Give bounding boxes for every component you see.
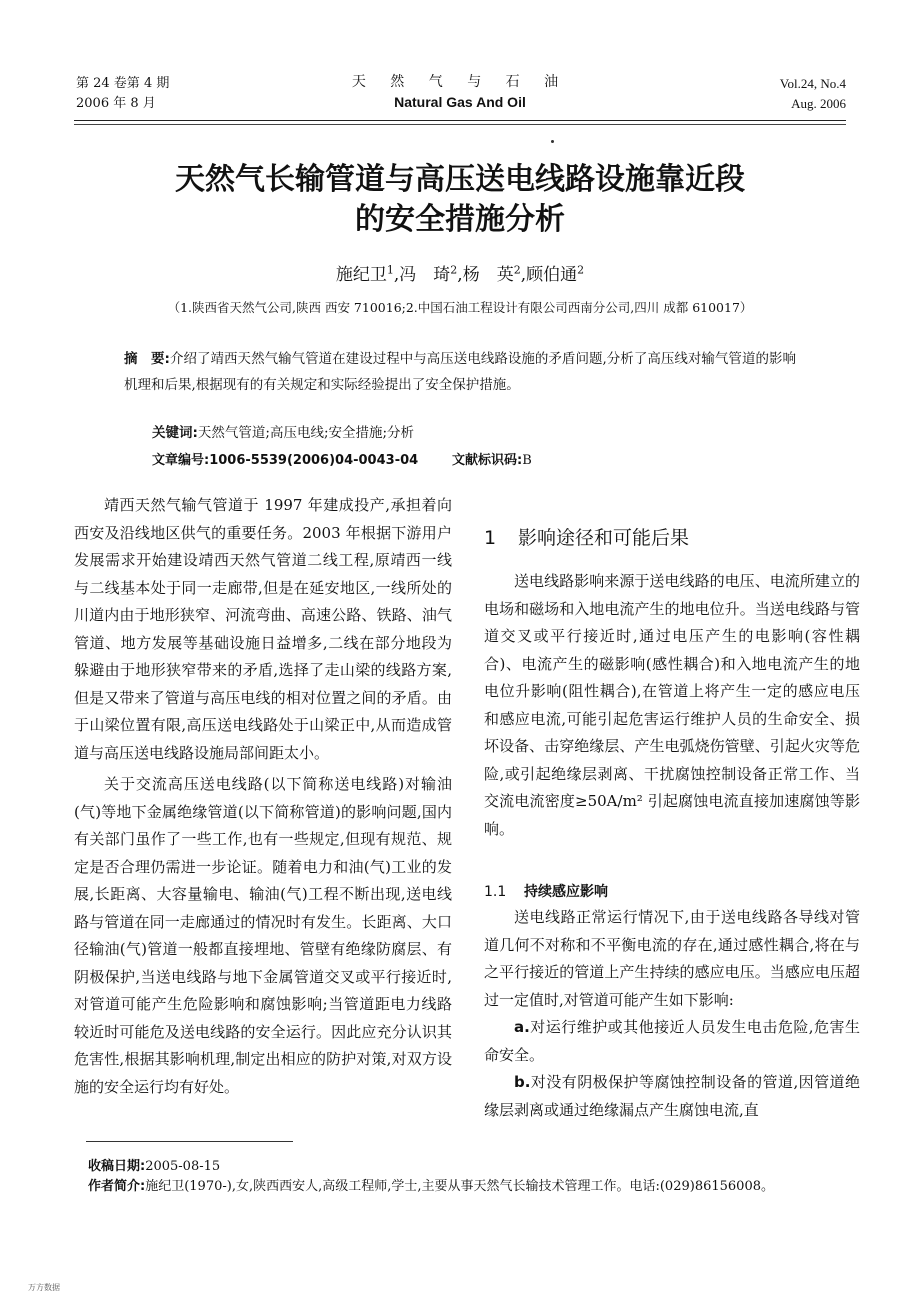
paragraph: 关于交流高压送电线路(以下简称送电线路)对输油(气)等地下金属绝缘管道(以下简称管道)的影响问题,国内有关部门虽作了一些工作,也有一些规定,但现有规范、规定是否合理仍需进一步论证。随着电力和油(气)工业的发展,长距离、大容量输电、输油(气)工程不断出现,送电线路与管道在同一走廊通过的情况时有发生。长距离、大口径输油(气)管道一般都直接埋地、管壁有绝缘防腐层、有阴极保护,当送电线路与地下金属管道交叉或平行接近时,对管道可能产生危险影响和腐蚀影响;当管道距电力线路较近时可能危及送电线路的安全运行。因此应充分认识其危害性,根据其影响机理,制定出相应的防护对策,对双方设施的安全运行均有好处。 xyxy=(74,775,452,1096)
article-number-value: 1006-5539(2006)04-0043-04 xyxy=(209,453,419,468)
author-bio-text: 施纪卫(1970-),女,陕西西安人,高级工程师,学士,主要从事天然气长输技术管理工作。电话:(029)86156008。 xyxy=(145,1179,774,1194)
subsection-number: 1.1 xyxy=(484,884,507,900)
left-column xyxy=(74,492,452,1101)
footnote-rule xyxy=(86,1141,293,1142)
section-number: 1 xyxy=(484,527,497,549)
author: 顾伯通$^2$ xyxy=(526,263,585,285)
scan-speck xyxy=(551,140,554,143)
document-code-value: B xyxy=(522,453,532,468)
abstract-label: 摘 要: xyxy=(124,351,170,367)
received-value: 2005-08-15 xyxy=(145,1159,221,1174)
section-heading xyxy=(484,524,689,552)
volume-en: Vol.24, No.4 xyxy=(779,76,846,91)
article-number-label: 文章编号: xyxy=(152,453,210,468)
document-code xyxy=(452,450,532,472)
abstract xyxy=(124,346,796,398)
author-bio-label: 作者简介: xyxy=(88,1179,146,1194)
paragraph: 送电线路正常运行情况下,由于送电线路各导线对管道几何不对称和不平衡电流的存在,通过感性耦合,将在与之平行接近的管道上产生持续的感应电压。当感应电压超过一定值时,对管道可能产生如下影响: xyxy=(484,908,860,1009)
issue-date: 2006 年 8 月 xyxy=(76,96,156,111)
keywords xyxy=(152,422,414,444)
author: 冯 琦$^2$, xyxy=(399,263,463,285)
keywords-text: 天然气管道;高压电线;安全措施;分析 xyxy=(197,425,415,441)
paragraph: 靖西天然气输气管道于 1997 年建成投产,承担着向西安及沿线地区供气的重要任务。2003 年根据下游用户发展需求开始建设靖西天然气管道二线工程,原靖西一线与二线基本处于同一走廊带,但是在延安地区,一线所处的川道内由于地形狭窄、河流弯曲、高速公路、铁路、油气管道、地方发展等基础设施日益增多,二线在部分地段为躲避由于地形狭窄带来的矛盾,选择了走山梁的线路方案,但是又带来了管道与高压电线的相对位置之间的矛盾。由于山梁位置有限,高压送电线路处于山梁正中,从而造成管道与高压送电线路设施局部间距太小。 xyxy=(74,496,452,762)
header-right xyxy=(780,74,846,114)
paper-title xyxy=(0,160,920,240)
watermark: 万方数据 xyxy=(28,1283,60,1292)
section-title: 影响途径和可能后果 xyxy=(518,527,690,549)
author-bio xyxy=(88,1176,848,1198)
journal-name-en: Natural Gas And Oil xyxy=(394,94,526,110)
journal-name-cn: 天 然 气 与 石 油 xyxy=(351,74,569,90)
title-line-2: 的安全措施分析 xyxy=(355,202,565,237)
affiliations: （1.陕西省天然气公司,陕西 西安 710016;2.中国石油工程设计有限公司西南分公司,四川 成都 610017） xyxy=(167,300,753,315)
author-list xyxy=(0,258,920,287)
subsection-body xyxy=(484,904,860,1124)
paragraph: 送电线路影响来源于送电线路的电压、电流所建立的电场和磁场和入地电流产生的地电位升。当送电线路与管道交叉或平行接近时,通过电压产生的电影响(容性耦合)、电流产生的磁影响(感性耦合)和入地电流产生的地电位升影响(阻性耦合),在管道上将产生一定的感应电压和感应电流,可能引起危害运行维护人员的生命安全、损坏设备、击穿绝缘层、产生电弧烧伤管壁、引起火灾等危险,或引起绝缘层剥离、干扰腐蚀控制设备正常工作、当交流电流密度≥50A/m² 引起腐蚀电流直接加速腐蚀等影响。 xyxy=(484,572,860,838)
header-rule-thin xyxy=(74,124,846,125)
list-item-b: b.对没有阴极保护等腐蚀控制设备的管道,因管道绝缘层剥离或通过绝缘漏点产生腐蚀电流,直 xyxy=(484,1073,860,1119)
subsection-title: 持续感应影响 xyxy=(524,884,608,900)
document-code-label: 文献标识码: xyxy=(452,453,523,468)
title-line-1: 天然气长输管道与高压送电线路设施靠近段 xyxy=(175,162,745,197)
section-paragraph xyxy=(484,568,860,843)
author: 杨 英$^2$, xyxy=(462,263,527,285)
list-item-a: a.对运行维护或其他接近人员发生电击危险,危害生命安全。 xyxy=(484,1018,860,1064)
date-en: Aug. 2006 xyxy=(791,96,846,111)
header-rule xyxy=(74,120,846,121)
issue-number: 第 24 卷第 4 期 xyxy=(76,76,170,91)
keywords-label: 关键词: xyxy=(152,425,198,441)
article-number xyxy=(152,450,418,472)
received-date xyxy=(88,1156,848,1178)
received-label: 收稿日期: xyxy=(88,1159,146,1174)
subsection-heading xyxy=(484,880,608,904)
abstract-text: 介绍了靖西天然气输气管道在建设过程中与高压送电线路设施的矛盾问题,分析了高压线对输气管道的影响机理和后果,根据现有的有关规定和实际经验提出了安全保护措施。 xyxy=(124,351,796,393)
author: 施纪卫$^1$, xyxy=(335,263,400,285)
